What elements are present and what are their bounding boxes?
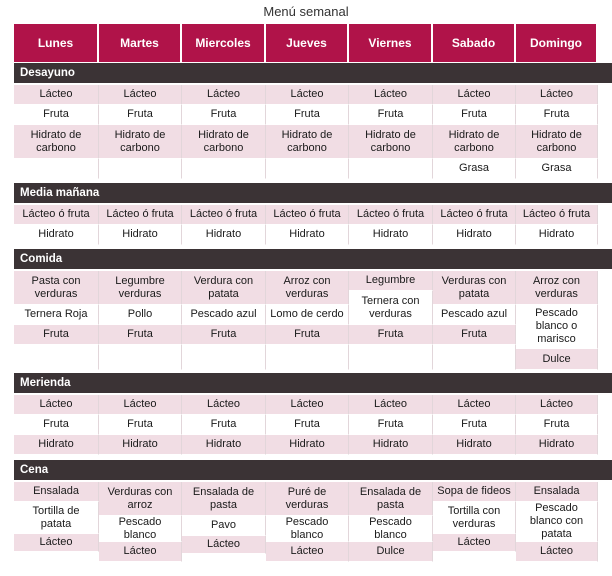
menu-cell: Pescado blanco (266, 516, 349, 542)
menu-cell: Fruta (182, 325, 266, 345)
menu-cell: Lácteo ó fruta (99, 205, 182, 225)
menu-cell: Pescado blanco con patata (516, 502, 598, 542)
menu-cell: Fruta (266, 325, 349, 345)
menu-cell: Lácteo (182, 85, 266, 105)
menu-cell: Hidrato (349, 225, 433, 245)
menu-cell: Dulce (516, 349, 598, 370)
menu-cell: Pescado blanco (349, 516, 433, 542)
menu-cell: Fruta (99, 415, 182, 435)
menu-cell (182, 159, 266, 179)
menu-cell: Fruta (516, 415, 598, 435)
menu-cell: Hidrato (433, 225, 516, 245)
menu-cell: Lácteo (182, 536, 266, 554)
menu-cell: Hidrato de carbono (349, 125, 433, 159)
menu-cell: Grasa (433, 159, 516, 179)
menu-cell: Lácteo ó fruta (266, 205, 349, 225)
menu-cell: Hidrato de carbono (99, 125, 182, 159)
menu-cell: Lácteo ó fruta (349, 205, 433, 225)
menu-cell: Fruta (516, 105, 598, 125)
menu-cell: Fruta (14, 325, 99, 345)
menu-cell: Hidrato (516, 435, 598, 455)
section-title: Cena (14, 460, 612, 480)
menu-cell: Lácteo (349, 85, 433, 105)
menu-cell: Pasta con verduras (14, 271, 99, 305)
menu-cell: Lácteo (516, 542, 598, 562)
weekly-menu-table (14, 24, 612, 576)
menu-cell: Lácteo (516, 395, 598, 415)
menu-cell: Fruta (182, 415, 266, 435)
menu-cell: Verdura con patata (182, 271, 266, 305)
menu-cell: Lácteo (433, 395, 516, 415)
menu-cell: Fruta (266, 415, 349, 435)
menu-title: Menú semanal (263, 4, 349, 19)
menu-cell: Lácteo (182, 395, 266, 415)
menu-cell (99, 345, 182, 370)
menu-cell (349, 159, 433, 179)
menu-cell: Lácteo (99, 395, 182, 415)
menu-cell: Hidrato (349, 435, 433, 455)
menu-cell: Pollo (99, 305, 182, 325)
menu-cell: Hidrato de carbono (516, 125, 598, 159)
menu-cell: Fruta (433, 415, 516, 435)
menu-cell: Dulce (349, 542, 433, 562)
menu-cell (182, 345, 266, 370)
menu-cell: Lácteo ó fruta (516, 205, 598, 225)
menu-cell: Legumbre (349, 271, 433, 291)
menu-cell: Arroz con verduras (516, 271, 598, 305)
menu-cell: Fruta (99, 105, 182, 125)
menu-cell (14, 159, 99, 179)
menu-cell: Pavo (182, 516, 266, 536)
menu-cell: Ensalada (14, 482, 99, 502)
menu-cell: Fruta (14, 415, 99, 435)
menu-cell: Pescado blanco (99, 516, 182, 542)
section-title: Merienda (14, 373, 612, 393)
menu-cell: Hidrato (99, 225, 182, 245)
menu-cell: Ensalada de pasta (349, 482, 433, 516)
menu-cell: Hidrato de carbono (14, 125, 99, 159)
menu-cell: Lácteo (266, 395, 349, 415)
menu-cell: Hidrato (182, 435, 266, 455)
menu-cell: Hidrato de carbono (182, 125, 266, 159)
menu-cell: Tortilla de patata (14, 502, 99, 534)
day-header-sabado: Sabado (433, 24, 516, 62)
menu-cell: Lácteo (433, 534, 516, 552)
menu-cell: Hidrato (266, 225, 349, 245)
menu-cell: Ensalada de pasta (182, 482, 266, 516)
menu-cell: Arroz con verduras (266, 271, 349, 305)
menu-cell: Fruta (349, 415, 433, 435)
menu-cell: Lácteo (433, 85, 516, 105)
day-header-domingo: Domingo (516, 24, 598, 62)
menu-cell: Lácteo ó fruta (433, 205, 516, 225)
day-header-jueves: Jueves (266, 24, 349, 62)
menu-cell: Fruta (182, 105, 266, 125)
menu-cell (266, 345, 349, 370)
day-header-miercoles: Miercoles (182, 24, 266, 62)
menu-cell: Pescado blanco o marisco (516, 305, 598, 349)
menu-cell: Legumbre verduras (99, 271, 182, 305)
section-title: Comida (14, 249, 612, 269)
menu-cell: Tortilla con verduras (433, 502, 516, 534)
menu-cell (433, 345, 516, 370)
menu-cell: Lácteo (14, 85, 99, 105)
menu-cell: Verduras con patata (433, 271, 516, 305)
menu-cell: Lácteo (266, 85, 349, 105)
section-title: Media mañana (14, 183, 612, 203)
menu-cell: Hidrato de carbono (433, 125, 516, 159)
menu-cell: Fruta (349, 325, 433, 345)
menu-cell (266, 159, 349, 179)
menu-cell: Sopa de fideos (433, 482, 516, 502)
menu-cell: Lácteo (99, 85, 182, 105)
menu-cell (349, 345, 433, 370)
menu-cell: Hidrato (516, 225, 598, 245)
menu-cell: Fruta (99, 325, 182, 345)
menu-cell: Fruta (266, 105, 349, 125)
menu-cell: Lácteo (349, 395, 433, 415)
menu-cell: Hidrato (433, 435, 516, 455)
menu-cell: Lomo de cerdo (266, 305, 349, 325)
menu-cell: Hidrato (266, 435, 349, 455)
day-header-lunes: Lunes (14, 24, 99, 62)
menu-cell: Hidrato (14, 225, 99, 245)
menu-cell: Verduras con arroz (99, 482, 182, 516)
menu-cell: Lácteo ó fruta (182, 205, 266, 225)
menu-cell: Hidrato de carbono (266, 125, 349, 159)
menu-cell: Pescado azul (182, 305, 266, 325)
menu-cell: Lácteo (14, 395, 99, 415)
section-title: Desayuno (14, 63, 612, 83)
menu-cell: Ensalada (516, 482, 598, 502)
menu-cell: Fruta (349, 105, 433, 125)
menu-cell: Hidrato (14, 435, 99, 455)
menu-cell: Lácteo (266, 542, 349, 562)
day-header-row (14, 24, 612, 62)
menu-cell: Lácteo (516, 85, 598, 105)
menu-cell: Puré de verduras (266, 482, 349, 516)
menu-cell: Lácteo ó fruta (14, 205, 99, 225)
day-header-viernes: Viernes (349, 24, 433, 62)
menu-cell: Pescado azul (433, 305, 516, 325)
menu-cell: Hidrato (182, 225, 266, 245)
menu-cell: Fruta (433, 325, 516, 345)
menu-cell: Lácteo (14, 534, 99, 552)
menu-cell: Hidrato (99, 435, 182, 455)
menu-cell: Lácteo (99, 542, 182, 562)
menu-cell: Grasa (516, 159, 598, 179)
menu-cell: Fruta (14, 105, 99, 125)
day-header-martes: Martes (99, 24, 182, 62)
menu-cell (14, 345, 99, 370)
menu-cell: Ternera Roja (14, 305, 99, 325)
menu-cell (99, 159, 182, 179)
menu-cell: Ternera con verduras (349, 291, 433, 325)
menu-cell: Fruta (433, 105, 516, 125)
